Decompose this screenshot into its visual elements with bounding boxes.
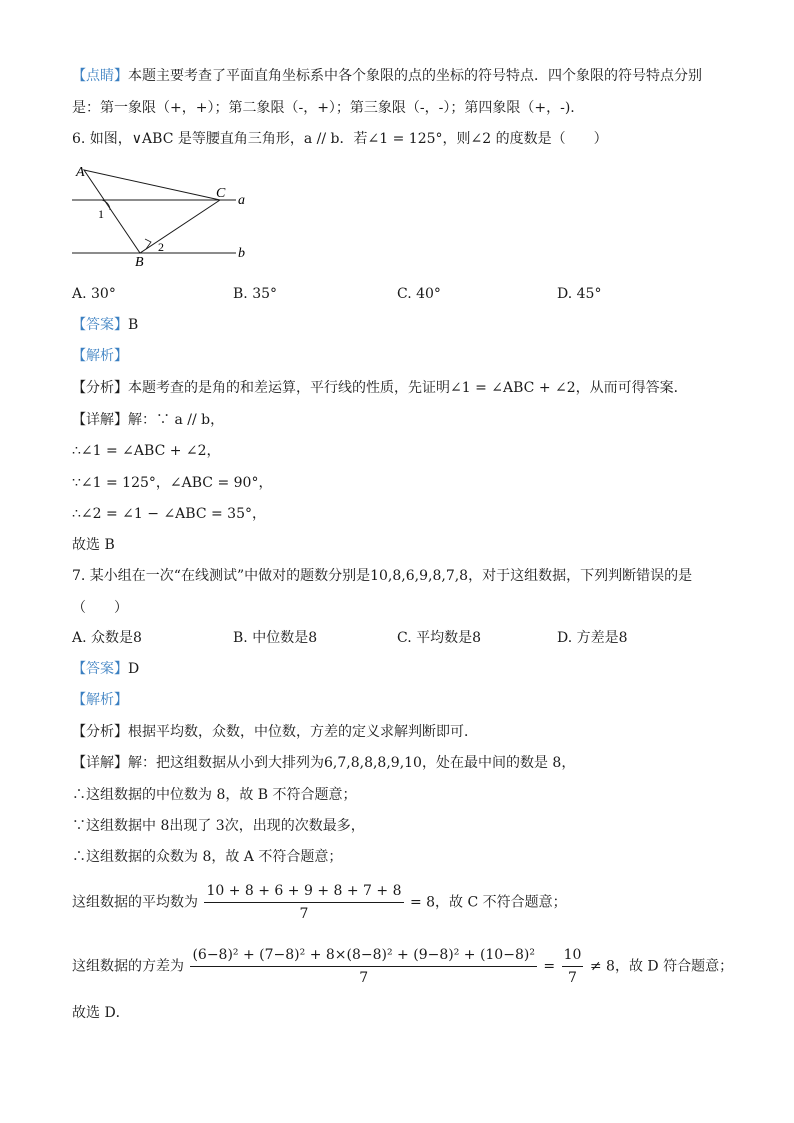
q6-step1: ∴∠1 = ∠ABC + ∠2， xyxy=(72,443,221,459)
detail-text: 解：把这组数据从小到大排列为6,7,8,8,8,9,10，处在最中间的数是 8， xyxy=(128,755,576,771)
q7-stem-line1: 7. 某小组在一次“在线测试”中做对的题数分别是10,8,6,9,8,7,8，对于这组数据，下列判断错误的是 xyxy=(72,568,693,584)
q7-line-mode: ∴这组数据的众数为 8，故 A 不符合题意； xyxy=(72,849,343,865)
q6-option-d: D. 45° xyxy=(557,286,602,302)
q7-option-d: D. 方差是8 xyxy=(557,630,628,646)
answer-tag: 【答案】 xyxy=(72,317,128,333)
detail-text: 解：∵ a // b， xyxy=(128,412,225,428)
q7-stem-line2: （ ） xyxy=(72,600,128,616)
variance-fraction xyxy=(190,946,536,987)
q6-stem: 6. 如图，∨ABC 是等腰直角三角形，a // b．若∠1 = 125°，则∠2 的度数是（ ） xyxy=(72,131,608,147)
q6-option-a: A. 30° xyxy=(72,286,116,302)
label-angle-2: 2 xyxy=(158,240,164,254)
label-angle-1: 1 xyxy=(98,207,104,221)
mean-numerator: 10 + 8 + 6 + 9 + 8 + 7 + 8 xyxy=(204,882,403,903)
fenxi-tag: 【分析】 xyxy=(72,724,128,740)
fenxi-text: 根据平均数，众数，中位数，方差的定义求解判断即可． xyxy=(128,724,478,740)
variance-numerator: (6−8)² + (7−8)² + 8×(8−8)² + (9−8)² + (10−8)² xyxy=(190,946,536,967)
answer-tag: 【答案】 xyxy=(72,661,128,677)
mean-prefix: 这组数据的平均数为 xyxy=(72,894,198,911)
q7-option-c: C. 平均数是8 xyxy=(397,630,482,646)
q7-option-b: B. 中位数是8 xyxy=(233,630,318,646)
q7-line-count: ∵这组数据中 8出现了 3次，出现的次数最多， xyxy=(72,818,365,834)
q6-option-b: B. 35° xyxy=(233,286,278,302)
q6-conclusion: 故选 B xyxy=(72,537,115,553)
q7-analysis-tag: 【解析】 xyxy=(72,692,128,708)
var-prefix: 这组数据的方差为 xyxy=(72,958,184,975)
dianjing-text-1: 本题主要考查了平面直角坐标系中各个象限的点的坐标的符号特点．四个象限的符号特点分别 xyxy=(128,68,702,84)
label-c-vertex: C xyxy=(216,186,226,201)
q7-answer xyxy=(72,659,139,679)
answer-value: D xyxy=(128,661,140,677)
q7-line-median: ∴这组数据的中位数为 8，故 B 不符合题意； xyxy=(72,787,357,803)
q5-dianjing-line2: 是：第一象限（+，+）；第二象限（-，+）；第三象限（-，-）；第四象限（+，-). xyxy=(72,100,575,116)
q5-dianjing-line1 xyxy=(72,66,702,86)
variance-result-denominator: 7 xyxy=(568,970,577,986)
detail-tag: 【详解】 xyxy=(72,412,128,428)
mean-suffix: = 8，故 C 不符合题意； xyxy=(409,894,567,911)
q7-option-a: A. 众数是8 xyxy=(72,630,142,646)
q7-detail xyxy=(72,753,575,773)
q7-variance-line xyxy=(72,946,733,987)
mean-denominator: 7 xyxy=(299,906,309,922)
label-line-b: b xyxy=(238,246,245,261)
q6-step2: ∵∠1 = 125°，∠ABC = 90°， xyxy=(72,475,273,491)
var-suffix: ≠ 8，故 D 符合题意； xyxy=(589,958,734,975)
dianjing-tag: 【点睛】 xyxy=(72,68,128,84)
label-b-vertex: B xyxy=(135,255,144,270)
q7-mean-line xyxy=(72,882,567,923)
variance-result-numerator: 10 xyxy=(562,946,584,967)
variance-result-fraction xyxy=(562,946,584,987)
answer-value: B xyxy=(128,317,139,333)
fenxi-tag: 【分析】 xyxy=(72,380,128,396)
q7-fenxi xyxy=(72,722,478,742)
detail-tag: 【详解】 xyxy=(72,755,128,771)
var-equals: = xyxy=(543,958,556,975)
q6-answer xyxy=(72,315,138,335)
q6-step3: ∴∠2 = ∠1 − ∠ABC = 35°， xyxy=(72,506,266,522)
mean-fraction xyxy=(204,882,403,923)
q6-analysis-tag: 【解析】 xyxy=(72,348,128,364)
q7-conclusion: 故选 D． xyxy=(72,1005,130,1021)
q6-option-c: C. 40° xyxy=(397,286,441,302)
variance-denominator: 7 xyxy=(359,970,369,986)
q6-detail xyxy=(72,410,224,430)
triangle-abc xyxy=(84,170,220,253)
label-line-a: a xyxy=(238,193,245,208)
label-a-vertex: A xyxy=(76,165,85,180)
q6-fenxi xyxy=(72,378,688,398)
fenxi-text: 本题考查的是角的和差运算，平行线的性质，先证明∠1 = ∠ABC + ∠2，从而可得答案． xyxy=(128,380,688,396)
q6-figure xyxy=(68,160,268,270)
